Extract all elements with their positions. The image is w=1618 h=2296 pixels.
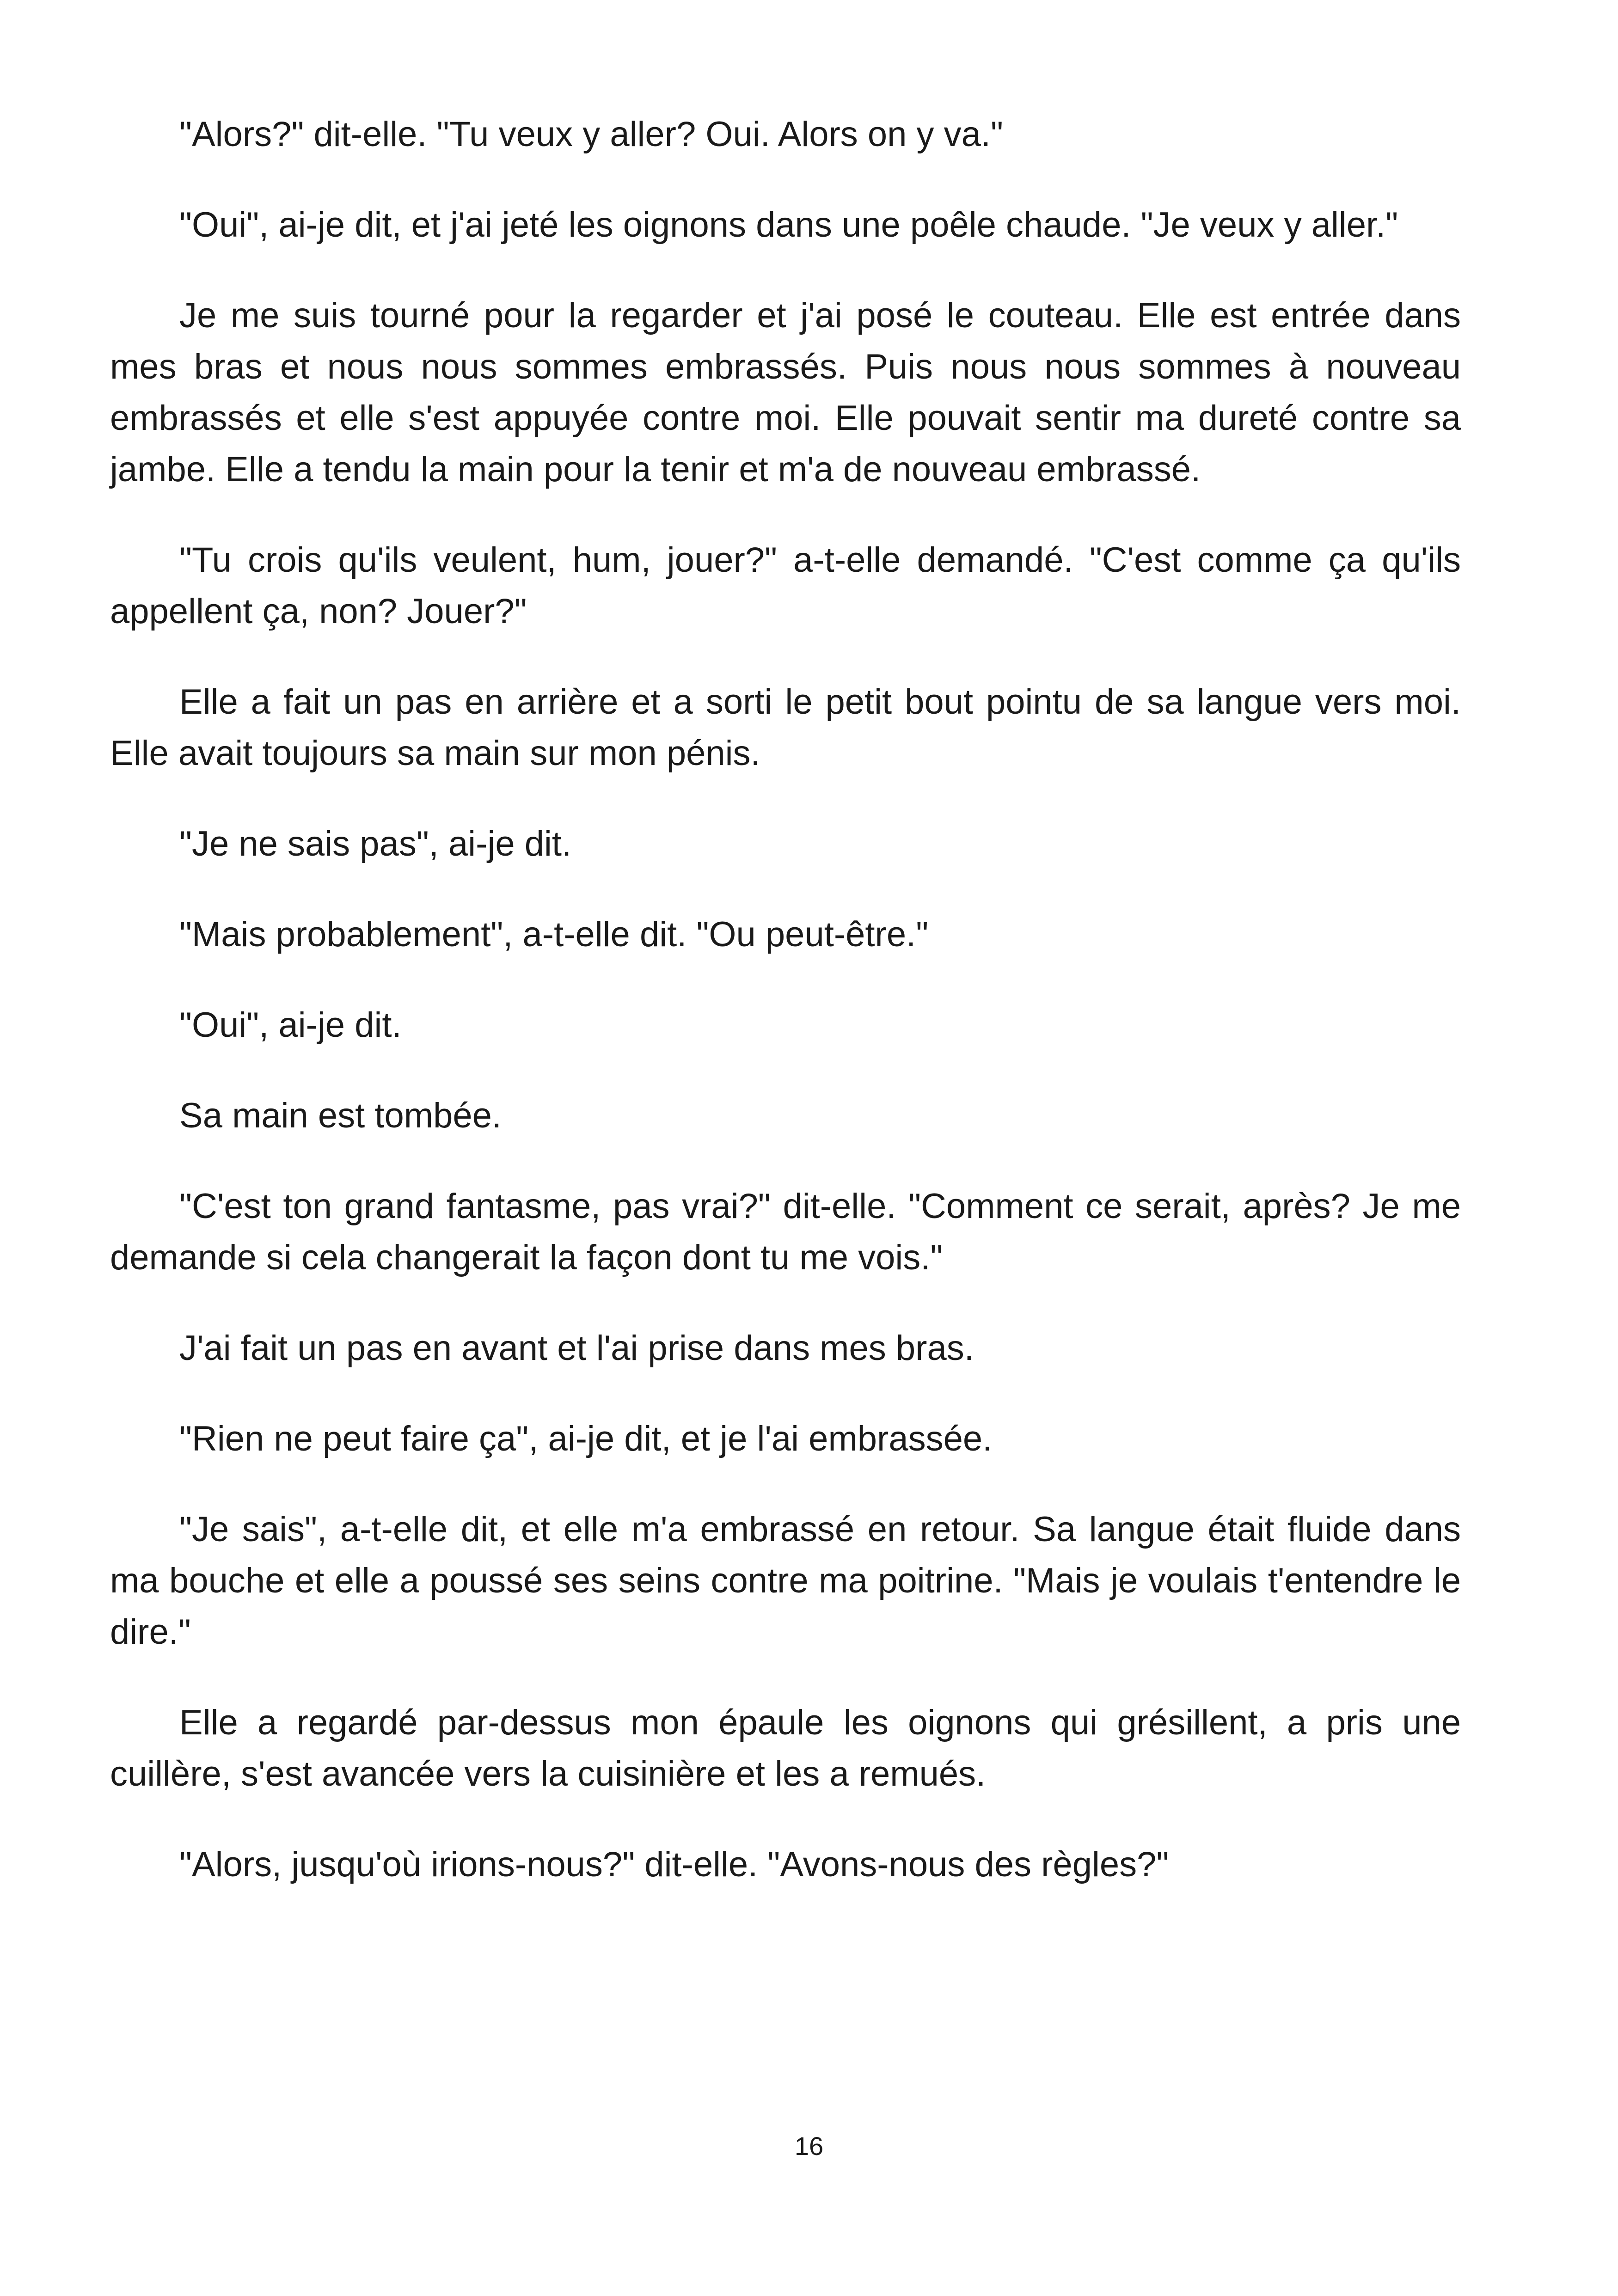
paragraph: "Tu crois qu'ils veulent, hum, jouer?" a-t-elle demandé. "C'est comme ça qu'ils appellent ça, non? Jouer?" (110, 540, 1461, 631)
paragraph: Elle a fait un pas en arrière et a sorti le petit bout pointu de sa langue vers moi. Elle avait toujours sa main sur mon pénis. (110, 682, 1461, 773)
paragraph: "C'est ton grand fantasme, pas vrai?" dit-elle. "Comment ce serait, après? Je me demande si cela changerait la façon dont tu me vois." (110, 1187, 1461, 1277)
paragraph: "Rien ne peut faire ça", ai-je dit, et je l'ai embrassée. (179, 1419, 993, 1458)
paragraph: "Alors, jusqu'où irions-nous?" dit-elle. "Avons-nous des règles?" (179, 1845, 1169, 1884)
paragraph: "Mais probablement", a-t-elle dit. "Ou peut-être." (179, 915, 929, 954)
paragraph: Je me suis tourné pour la regarder et j'ai posé le couteau. Elle est entrée dans mes bras et nous nous sommes embrassés. Puis nous nous sommes à nouveau embrassés et elle s'est appuyée contre moi. Elle pouvait sentir ma dureté contre sa jambe. Elle a tendu la main pour la tenir et m'a de nouveau embrassé. (110, 296, 1461, 489)
paragraph: "Oui", ai-je dit, et j'ai jeté les oignons dans une poêle chaude. "Je veux y aller." (179, 205, 1398, 245)
paragraph: "Oui", ai-je dit. (179, 1005, 402, 1045)
paragraph: J'ai fait un pas en avant et l'ai prise dans mes bras. (179, 1329, 974, 1368)
paragraph: Elle a regardé par-dessus mon épaule les oignons qui grésillent, a pris une cuillère, s'est avancée vers la cuisinière et les a remués. (110, 1703, 1461, 1794)
paragraph: "Je sais", a-t-elle dit, et elle m'a embrassé en retour. Sa langue était fluide dans ma bouche et elle a poussé ses seins contre ma poitrine. "Mais je voulais t'entendre le dire." (110, 1510, 1461, 1652)
page-body (110, 109, 1461, 1929)
paragraph: Sa main est tombée. (179, 1096, 502, 1135)
page-number: 16 (794, 2131, 824, 2161)
paragraph: "Je ne sais pas", ai-je dit. (179, 824, 572, 863)
paragraph: "Alors?" dit-elle. "Tu veux y aller? Oui. Alors on y va." (179, 115, 1004, 154)
